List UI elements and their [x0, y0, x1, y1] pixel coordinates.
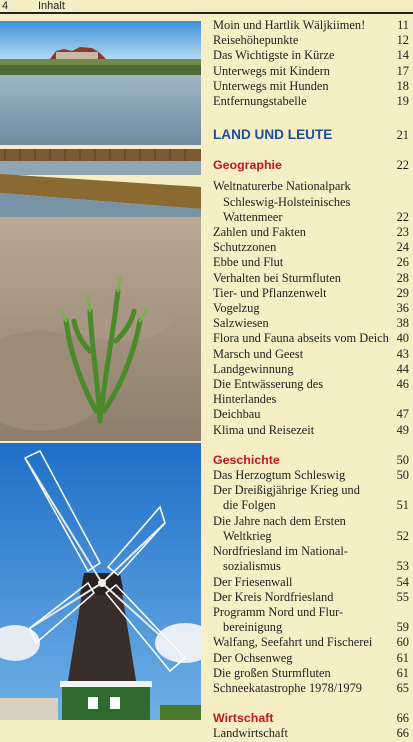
- toc-entry[interactable]: [213, 33, 411, 48]
- toc-entry-title: Reisehöhepunkte: [213, 33, 299, 48]
- toc-entry[interactable]: [213, 483, 411, 513]
- section-title: Geschichte: [213, 452, 280, 467]
- toc-entry[interactable]: [213, 18, 411, 33]
- toc-entry-title: die Folgen: [223, 498, 276, 513]
- toc-entry-page: 53: [396, 559, 409, 574]
- toc-entry-page: 36: [396, 301, 409, 316]
- toc-entry-title: Die Jahre nach dem Ersten: [213, 513, 346, 528]
- toc-entry-title: Schutzzonen: [213, 240, 277, 255]
- toc-entry-page: 66: [396, 726, 409, 741]
- toc-entry-title: Der Ochsenweg: [213, 650, 293, 665]
- toc-entry[interactable]: [213, 681, 411, 696]
- chapter-page: 21: [396, 128, 409, 143]
- toc-entry-page: 22: [396, 209, 409, 224]
- toc-entry-title: Schneekatastrophe 1978/1979: [213, 680, 362, 695]
- toc-entry-title: Landwirtschaft: [213, 726, 289, 741]
- toc-geographie-list: [213, 179, 411, 437]
- toc-geschichte-list: [213, 468, 411, 696]
- section-page: 22: [396, 158, 409, 173]
- toc-entry[interactable]: [213, 255, 411, 270]
- wadden-sea-photo: [0, 21, 201, 441]
- toc-entry-title: Klima und Reisezeit: [213, 422, 315, 437]
- toc-entry-page: 29: [396, 285, 409, 300]
- toc-intro-list: [213, 18, 411, 109]
- toc-entry[interactable]: [213, 79, 411, 94]
- toc-entry[interactable]: [213, 362, 411, 377]
- toc-entry-page: 49: [396, 422, 409, 437]
- toc-entry[interactable]: [213, 271, 411, 286]
- toc-entry[interactable]: [213, 347, 411, 362]
- section-page: 50: [396, 452, 409, 467]
- toc-entry[interactable]: [213, 64, 411, 79]
- toc-entry[interactable]: [213, 286, 411, 301]
- toc-entry-page: 12: [396, 33, 409, 48]
- toc-entry-page: 43: [396, 346, 409, 361]
- toc-entry[interactable]: [213, 468, 411, 483]
- toc-entry[interactable]: [213, 407, 411, 422]
- page-number: 4: [2, 0, 9, 12]
- toc-entry[interactable]: [213, 240, 411, 255]
- toc-entry-page: 46: [396, 377, 409, 392]
- running-head: Inhalt: [38, 0, 65, 12]
- toc-entry-title: Das Wichtigste in Kürze: [213, 48, 335, 63]
- toc-entry-title: Zahlen und Fakten: [213, 225, 306, 240]
- toc-entry-title: Der Dreißigjährige Krieg und: [213, 483, 360, 498]
- toc-entry-page: 44: [396, 361, 409, 376]
- toc-entry[interactable]: [213, 331, 411, 346]
- toc-entry-page: 65: [396, 680, 409, 695]
- toc-entry-title: Entfernungstabelle: [213, 94, 307, 109]
- toc-entry-title: sozialismus: [223, 559, 281, 574]
- toc-section-geschichte[interactable]: [213, 453, 411, 468]
- toc-entry-title: Wattenmeer: [223, 209, 283, 224]
- toc-entry[interactable]: [213, 94, 411, 109]
- toc-entry[interactable]: [213, 575, 411, 590]
- toc-entry-title: Deichbau: [213, 407, 261, 422]
- toc-entry-title: Der Friesenwall: [213, 574, 293, 589]
- toc-entry-page: 40: [396, 331, 409, 346]
- toc-entry-title: bereinigung: [223, 620, 283, 635]
- toc-entry[interactable]: [213, 179, 411, 225]
- toc-wirtschaft-list: [213, 726, 411, 741]
- toc-entry-page: 28: [396, 270, 409, 285]
- toc-entry-title: Das Herzogtum Schleswig: [213, 468, 346, 483]
- toc-entry-title: Unterwegs mit Kindern: [213, 63, 330, 78]
- toc-entry-title: Unterwegs mit Hunden: [213, 78, 329, 93]
- toc-entry[interactable]: [213, 316, 411, 331]
- toc-entry-title: Der Kreis Nordfriesland: [213, 589, 334, 604]
- toc-entry-title: Weltnaturerbe Nationalpark: [213, 179, 351, 194]
- toc-entry-title: Verhalten bei Sturmfluten: [213, 270, 342, 285]
- toc-entry[interactable]: [213, 301, 411, 316]
- page-header: [0, 0, 413, 12]
- windmill-photo: [0, 443, 201, 720]
- toc-entry-page: 47: [396, 407, 409, 422]
- toc-entry-title: Nordfriesland im National-: [213, 544, 348, 559]
- toc-entry-title: Tier- und Pflanzenwelt: [213, 285, 327, 300]
- toc-entry-page: 19: [396, 94, 409, 109]
- toc-entry[interactable]: [213, 590, 411, 605]
- toc-entry-title: Landgewinnung: [213, 361, 294, 376]
- toc-entry-page: 55: [396, 589, 409, 604]
- section-title: Wirtschaft: [213, 711, 274, 726]
- toc-entry-page: 61: [396, 665, 409, 680]
- toc-entry[interactable]: [213, 651, 411, 666]
- toc-entry[interactable]: [213, 48, 411, 63]
- toc-entry-title: Schleswig-Holsteinisches: [223, 194, 351, 209]
- toc-entry[interactable]: [213, 544, 411, 574]
- toc-entry[interactable]: [213, 423, 411, 438]
- toc-entry-page: 61: [396, 650, 409, 665]
- toc-entry[interactable]: [213, 726, 411, 741]
- toc-entry-page: 24: [396, 240, 409, 255]
- toc-entry-title: Marsch und Geest: [213, 346, 304, 361]
- toc-section-wirtschaft[interactable]: [213, 711, 411, 726]
- toc-entry-title: Weltkrieg: [223, 528, 272, 543]
- toc-entry-page: 52: [396, 528, 409, 543]
- toc-entry-title: Programm Nord und Flur-: [213, 604, 344, 619]
- toc-entry-page: 60: [396, 635, 409, 650]
- toc-entry-title: Vogelzug: [213, 301, 260, 316]
- toc-entry-page: 11: [397, 18, 409, 32]
- toc-entry-page: 51: [396, 498, 409, 513]
- toc-entry[interactable]: [213, 635, 411, 650]
- toc-entry-title: Moin und Hartlik Wäljkiimen!: [213, 18, 366, 32]
- toc-entry-page: 50: [396, 468, 409, 483]
- table-of-contents: [213, 18, 411, 742]
- toc-entry-title: Ebbe und Flut: [213, 255, 284, 270]
- photo-column: [0, 21, 201, 720]
- toc-entry-title: Die Entwässerung des Hinterlandes: [213, 377, 324, 407]
- toc-entry-title: Salzwiesen: [213, 316, 269, 331]
- chapter-title: LAND UND LEUTE: [213, 127, 333, 143]
- section-page: 66: [396, 711, 409, 726]
- section-title: Geographie: [213, 158, 282, 173]
- toc-entry[interactable]: [213, 605, 411, 635]
- toc-chapter-heading[interactable]: [213, 127, 411, 143]
- toc-entry-title: Walfang, Seefahrt und Fischerei: [213, 635, 373, 650]
- toc-entry-page: 23: [396, 225, 409, 240]
- toc-entry-title: Die großen Sturmfluten: [213, 665, 331, 680]
- header-rule: [0, 12, 413, 14]
- toc-entry[interactable]: [213, 377, 411, 407]
- toc-entry-page: 18: [396, 78, 409, 93]
- toc-entry-page: 54: [396, 574, 409, 589]
- toc-entry-page: 59: [396, 620, 409, 635]
- toc-entry-page: 14: [396, 48, 409, 63]
- toc-entry[interactable]: [213, 666, 411, 681]
- toc-entry[interactable]: [213, 514, 411, 544]
- toc-section-geographie[interactable]: [213, 158, 411, 173]
- toc-entry-page: 38: [396, 316, 409, 331]
- toc-entry[interactable]: [213, 225, 411, 240]
- toc-entry-page: 17: [396, 63, 409, 78]
- toc-entry-page: 26: [396, 255, 409, 270]
- toc-entry-title: Flora und Fauna abseits vom Deich: [213, 331, 389, 346]
